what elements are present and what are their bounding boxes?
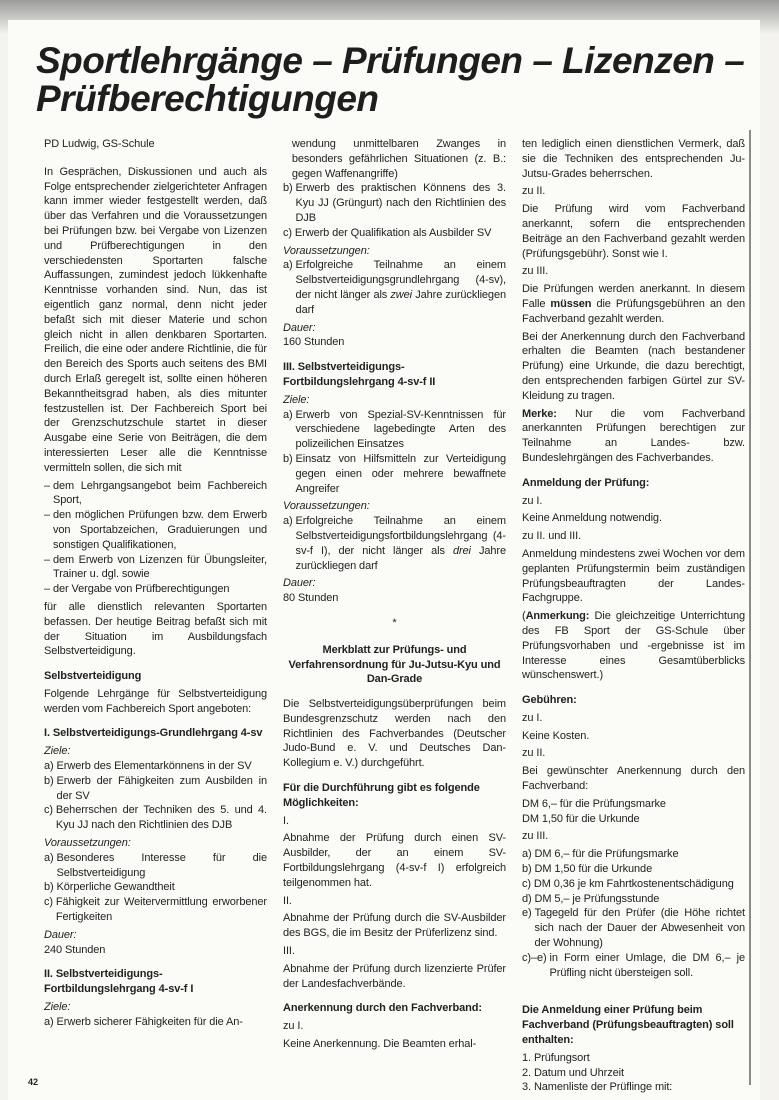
list-marker: e) [522, 907, 535, 920]
field-label: Voraussetzungen: [283, 244, 370, 257]
section-heading: III. Selbstverteidigungs-Fortbildungslehrgang 4-sv-f II [283, 361, 436, 388]
paragraph: 160 Stunden [283, 336, 345, 349]
list-item-text: Datum und Uhrzeit [533, 1066, 624, 1079]
list-item-text: DM 5,– je Prüfungsstunde [534, 892, 660, 905]
margin-rule [749, 130, 751, 1085]
list-item [283, 181, 506, 225]
list-marker: b) [44, 774, 57, 787]
list-item [44, 880, 267, 895]
text-run: Erfolgreiche Teilnahme an einem Selbstverteidigungsgrundlehrgang (4-sv), der nicht länger als [295, 259, 506, 301]
list-item [44, 582, 267, 597]
paragraph: II. [283, 894, 292, 907]
list-item [44, 553, 267, 583]
paragraph: 80 Stunden [283, 592, 339, 605]
list-marker: a) [283, 515, 296, 528]
item-list [522, 797, 745, 827]
list-item [44, 774, 267, 804]
section-heading: II. Selbstverteidigungs-Fortbildungslehrgang 4-sv-f I [44, 968, 194, 996]
text-run: Die gleichzeitige Unterrichtung des FB Sport der GS-Schule über Prüfungsvorhaben und -ergebnisse ist im Interesse eines Gesamtüberblicks wünschenswert.) [522, 610, 745, 682]
section-heading: Anerkennung durch den Fachverband: [283, 1002, 482, 1015]
list-marker: b) [283, 182, 296, 195]
list-marker [283, 137, 292, 181]
list-item-text [296, 258, 506, 317]
separator-star: * [392, 616, 397, 629]
list-item [522, 951, 745, 981]
paragraph: Die Selbstverteidigungsüberprüfungen beim Bundesgrenzschutz werden nach den Richtlinien des Fachverbandes (Deutscher Judo-Bund e. V. und Deutsches Dan-Kollegium e. V.) durchgeführt. [283, 698, 506, 770]
list-item [44, 1015, 267, 1030]
text-run: ( [522, 610, 526, 623]
page-number: 42 [28, 1077, 39, 1087]
list-item-text: Fähigkeit zur Weitervermittlung erworbener Fertigkeiten [55, 896, 267, 924]
list-marker: 1. [522, 1051, 534, 1064]
list-marker: b) [522, 863, 535, 876]
paragraph: Abnahme der Prüfung durch lizenzierte Prüfer der Landesfachverbände. [283, 962, 506, 990]
list-item [522, 1051, 745, 1066]
list-item [283, 137, 506, 181]
paragraph: zu III. [522, 830, 549, 843]
paragraph [522, 407, 745, 466]
spacer [522, 983, 745, 993]
paragraph: zu II. und III. [522, 530, 582, 543]
list-marker: b) [283, 452, 296, 465]
bold-text: müssen [550, 297, 592, 310]
list-item-text: DM 0,36 je km Fahrtkostenentschädigung [533, 877, 734, 890]
list-item-text: Erwerb sicherer Fähigkeiten für die An- [56, 1015, 243, 1028]
paragraph: zu I. [522, 494, 543, 507]
text-run: Erfolgreiche Teilnahme an einem Selbstverteidigungsfortbildungslehrgang (4-sv-f I), der nicht länger als [295, 515, 506, 557]
list-item [522, 1066, 745, 1081]
field-label: Dauer: [283, 577, 316, 590]
paragraph: PD Ludwig, GS-Schule [44, 138, 155, 150]
field-label: Voraussetzungen: [283, 500, 370, 513]
paragraph: zu II. [522, 185, 546, 198]
list-marker: a) [44, 1015, 57, 1028]
paragraph: Anmeldung mindestens zwei Wochen vor dem geplanten Prüfungstermin beim zuständigen Prüfungsbeauftragten der Landes-Fachgruppe. [522, 547, 745, 605]
item-list [522, 847, 745, 980]
field-label: Ziele: [44, 745, 71, 758]
list-item-text: dem Lehrgangsangebot beim Fachbereich Sport, [52, 479, 267, 507]
list-item [283, 226, 506, 241]
list-item [283, 514, 506, 573]
list-item-text: Namenliste der Prüflinge mit: [533, 1081, 673, 1094]
text-run: Jahre zurückliegen darf [295, 288, 506, 316]
list-item [283, 408, 506, 452]
paragraph: Die Prüfung wird vom Fachverband anerkannt, sofern die entsprechenden Beiträge an den Fachverband gezahlt werden (Prüfungsgebühr). Sonst wie I. [522, 203, 745, 260]
list-marker: – [44, 479, 53, 492]
list-marker: a) [283, 408, 296, 421]
list-item-text: DM 1,50 für die Urkunde [522, 812, 640, 825]
list-marker: 2. [522, 1066, 534, 1079]
italic-text: drei [452, 544, 471, 557]
list-item [44, 803, 267, 833]
list-marker: c) [283, 226, 295, 239]
list-marker: d) [522, 892, 535, 905]
item-list [283, 408, 506, 497]
text-run: Die Prüfungen werden anerkannt. In diesem Falle [522, 283, 745, 310]
list-item [283, 258, 506, 317]
list-item-text: Prüfungsort [533, 1051, 590, 1064]
section-heading: Anmeldung der Prüfung: [522, 476, 650, 489]
list-marker: b) [44, 881, 57, 894]
list-item [44, 895, 267, 925]
bold-text: Merke: [522, 407, 557, 420]
list-item-text: Besonderes Interesse für die Selbstverteidigung [56, 851, 267, 879]
list-item-text: DM 1,50 für die Urkunde [534, 863, 653, 876]
item-list [283, 258, 506, 317]
item-list [283, 514, 506, 573]
italic-text: zwei [390, 288, 413, 301]
list-marker: c) [522, 877, 534, 890]
paragraph: Keine Anmeldung notwendig. [522, 512, 662, 525]
list-item [522, 797, 745, 812]
paragraph: zu I. [522, 711, 543, 724]
list-item [44, 759, 267, 774]
paragraph: Folgende Lehrgänge für Selbstverteidigung werden vom Fachbereich Sport angeboten: [44, 687, 267, 715]
list-item [522, 877, 745, 892]
list-marker: a) [44, 760, 57, 773]
text-run: die Prüfungsgebühren an den Fachverband gezahlt werden. [522, 297, 745, 325]
paragraph: 240 Stunden [44, 943, 106, 956]
list-marker: 3. [522, 1081, 534, 1094]
item-list [44, 851, 267, 925]
field-label: Ziele: [44, 1001, 71, 1014]
bold-text: Anmerkung: [525, 610, 590, 623]
list-item [522, 892, 745, 907]
paragraph: zu I. [283, 1020, 304, 1033]
item-list [44, 759, 267, 833]
text-run: Nur die vom Fachverband anerkannten Prüfungen berechtigen zur Teilnahme an Landes- bzw. Bundeslehrgängen des Fachverbandes. [522, 407, 745, 464]
section-heading: Selbstverteidigung [44, 670, 142, 683]
list-item [283, 452, 506, 496]
item-list [522, 1051, 745, 1095]
column-3 [522, 137, 745, 1098]
list-item-text: in Form einer Umlage, die DM 6,– je Prüfling nicht übersteigen soll. [549, 951, 745, 979]
item-list [283, 137, 506, 241]
centered-heading: Merkblatt zur Prüfungs- und Verfahrensordnung für Ju-Jutsu-Kyu und Dan-Grade [288, 643, 501, 686]
list-item-text: Körperliche Gewandtheit [56, 881, 175, 894]
list-item-text: Erwerb des Elementarkönnens in der SV [56, 760, 252, 773]
paragraph: III. [283, 945, 295, 958]
column-1 [44, 137, 267, 1033]
list-item-text: Erwerb von Spezial-SV-Kenntnissen für verschiedene lagebedingte Arten des polizeilichen Einsatzes [295, 408, 506, 451]
paragraph: I. [283, 814, 289, 827]
field-label: Dauer: [283, 321, 316, 334]
list-item-text: Einsatz von Hilfsmitteln zur Verteidigung gegen einen oder mehrere bewaffnete Angreifer [295, 452, 506, 495]
list-item [44, 508, 267, 552]
article-title: Sportlehrgänge – Prüfungen – Lizenzen – Prüfberechtigungen [36, 40, 745, 119]
paragraph [522, 609, 745, 683]
list-item [522, 862, 745, 877]
list-marker: a) [44, 851, 57, 864]
paragraph: für alle dienstlich relevanten Sportarten befassen. Der heutige Beitrag befaßt sich mit der Situation im Ausbildungsfach Selbstverteidigung. [44, 600, 267, 658]
list-item-text: Beherrschen der Techniken des 5. und 4. Kyu JJ nach den Richtlinien des DJB [55, 804, 267, 832]
field-label: Voraussetzungen: [44, 837, 131, 850]
list-item [44, 851, 267, 881]
section-heading: I. Selbstverteidigungs-Grundlehrgang 4-sv [44, 727, 263, 740]
list-item [522, 1080, 745, 1095]
paragraph: Abnahme der Prüfung durch einen SV-Ausbilder, der an einem SV-Fortbildungslehrgang (4-sv-f I) erfolgreich teilgenommen hat. [283, 832, 506, 889]
item-list [44, 1015, 267, 1030]
list-item-text: den möglichen Prüfungen bzw. dem Erwerb von Sportabzeichen, Graduierungen und sonstigen Qualifikationen, [52, 509, 267, 551]
list-item-text: DM 6,– für die Prüfungsmarke [534, 848, 679, 861]
list-marker: c) [44, 896, 56, 909]
paragraph: Bei der Anerkennung durch den Fachverband erhalten die Beamten (nach bestandener Prüfung) eine Urkunde, die dazu berechtigt, den entsprechenden farbigen Gürtel zur SV-Kleidung zu tragen. [522, 330, 745, 402]
item-list [44, 479, 267, 597]
list-item-text: Erwerb der Fähigkeiten zum Ausbilden in der SV [56, 774, 267, 802]
field-label: Dauer: [44, 928, 77, 941]
list-item [522, 812, 745, 827]
list-item-text: Erwerb des praktischen Könnens des 3. Kyu JJ (Grüngurt) nach den Richtlinien des DJB [295, 182, 506, 224]
column-2 [283, 137, 506, 1055]
paragraph [522, 282, 745, 326]
list-item [522, 847, 745, 862]
spacer [44, 155, 267, 165]
paragraph: Keine Anerkennung. Die Beamten erhal- [283, 1038, 477, 1051]
list-marker: a) [283, 259, 296, 272]
list-marker: c) [44, 804, 56, 817]
paragraph: In Gesprächen, Diskussionen und auch als Folge entsprechender zielgerichteter Anfragen kann immer wieder festgestellt werden, daß über das Verfahren und die Voraussetzungen bei Prüfungen bzw. bei Vergabe von Lizenzen und Prüfberechtigungen in den verschiedensten Sportarten falsche Auffassungen, zumindest jedoch lükkenhafte Kenntnisse vorhanden sind. Nun, das ist eigentlich ganz normal, denn nicht jeder befaßt sich mit dieser Materie und schon gleich nicht in allen denkbaren Sportarten. Freilich, die eine oder andere Richtlinie, die für den Bereich des Sports auch seitens des BMI durch Erlaß geregelt ist, sollte einen höheren Bekanntheitsgrad haben, als dies mitunter festzustellen ist. Der Fachbereich Sport bei der Grenzschutzschule startet in dieser Ausgabe eine Serie von Beiträgen, die dem interessierten Leser alle die Kenntnisse vermitteln sollen, die sich mit [44, 165, 267, 474]
list-item [522, 906, 745, 950]
list-marker: – [44, 583, 53, 596]
section-heading: Die Anmeldung einer Prüfung beim Fachverband (Prüfungsbeauftragten) soll enthalten: [522, 1004, 734, 1047]
paragraph: zu III. [522, 265, 549, 278]
paragraph: ten lediglich einen dienstlichen Vermerk, daß sie die Techniken des entsprechenden Ju-Jutsu-Grades beherrschen. [522, 138, 745, 180]
list-marker: c)–e) [522, 951, 550, 964]
paragraph: Keine Kosten. [522, 729, 590, 742]
list-item-text: wendung unmittelbaren Zwanges in besonders gefährlichen Situationen (z. B.: gegen Waffenangriffe) [291, 138, 506, 180]
list-marker: a) [522, 848, 535, 861]
list-item-text: dem Erwerb von Lizenzen für Übungsleiter, Trainer u. dgl. sowie [52, 553, 267, 581]
list-marker: – [44, 553, 53, 566]
paragraph: Abnahme der Prüfung durch die SV-Ausbilder des BGS, die im Besitz der Prüferlizenz sind. [283, 912, 506, 940]
list-marker: – [44, 509, 53, 522]
field-label: Ziele: [283, 393, 310, 406]
list-item [44, 479, 267, 509]
text-run: Jahre zurückliegen darf [295, 544, 506, 572]
paragraph: Bei gewünschter Anerkennung durch den Fachverband: [522, 765, 745, 793]
list-item-text: DM 6,– für die Prüfungsmarke [522, 797, 666, 810]
section-heading: Für die Durchführung gibt es folgende Möglichkeiten: [283, 782, 480, 809]
section-heading: Gebühren: [522, 694, 577, 707]
list-item-text [296, 514, 506, 573]
paragraph: zu II. [522, 747, 546, 760]
list-item-text: Tagegeld für den Prüfer (die Höhe richtet sich nach der Dauer der Abwesenheit von der Wohnung) [534, 907, 745, 950]
list-item-text: der Vergabe von Prüfberechtigungen [52, 583, 230, 596]
list-item-text: Erwerb der Qualifikation als Ausbilder SV [294, 226, 492, 239]
